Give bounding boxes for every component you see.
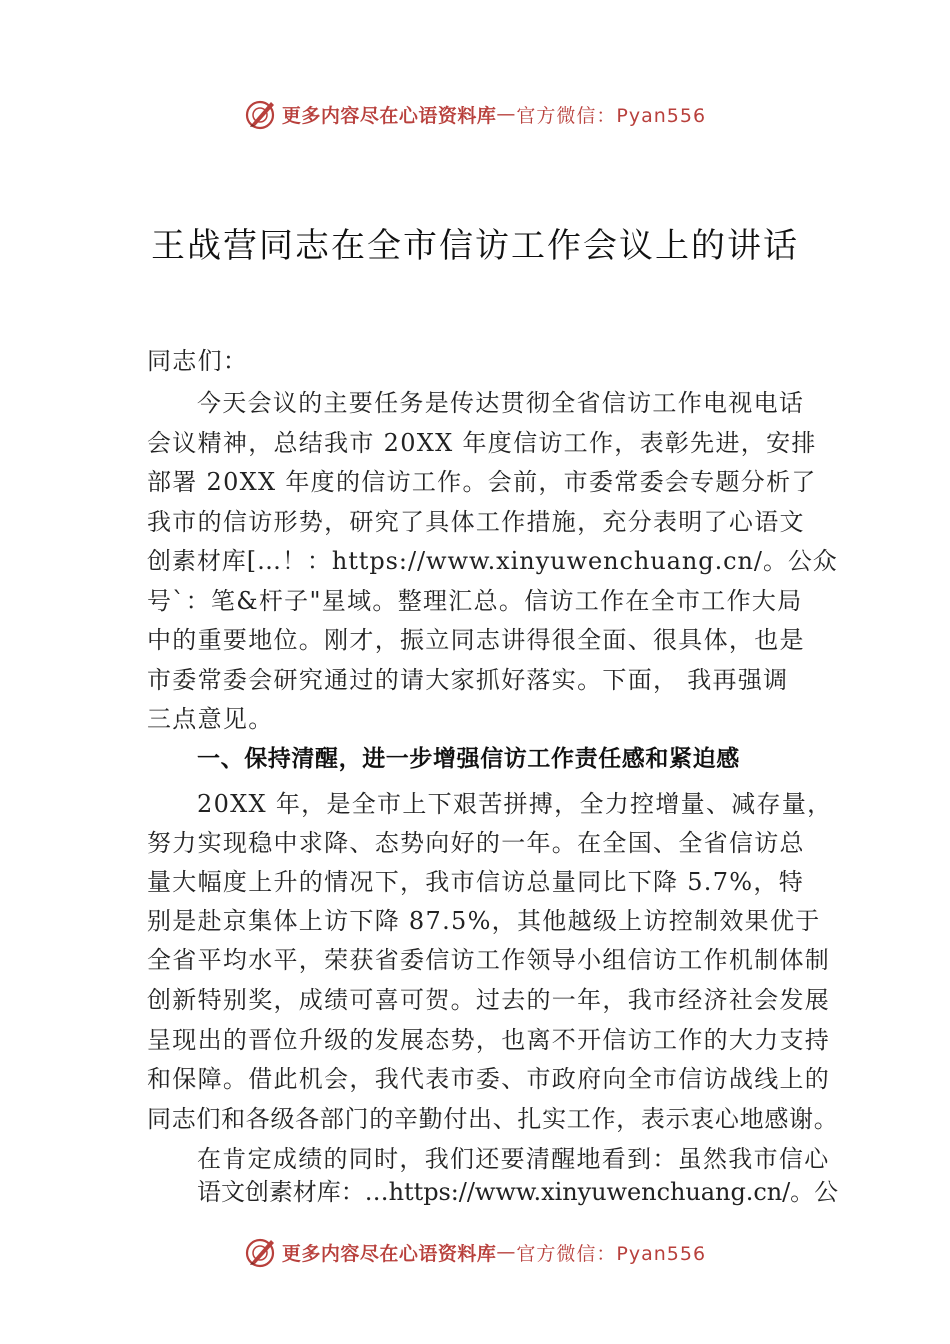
paragraph-line: 20XX 年，是全市上下艰苦拼搏，全力控增量、减存量， — [197, 790, 833, 818]
watermark-dash: — — [496, 1241, 517, 1263]
watermark-banner-bottom — [0, 1232, 950, 1272]
paragraph-line: 全省平均水平，荣获省委信访工作领导小组信访工作机制体制 — [147, 946, 831, 974]
document-title: 王战营同志在全市信访工作会议上的讲话 — [151, 226, 799, 266]
paragraph-line: 创素材库[…！：https://www.xinyuwenchuang.cn/。公众 — [147, 547, 838, 575]
paragraph-line: 和保障。借此机会，我代表市委、市政府向全市信访战线上的 — [147, 1065, 831, 1093]
watermark-dash: — — [496, 103, 517, 125]
paragraph-line: 会议精神，总结我市 20XX 年度信访工作，表彰先进，安排 — [147, 429, 817, 457]
watermark-main-text: 更多内容尽在心语资料库 — [281, 1242, 497, 1265]
paragraph-line: 创新特别奖，成绩可喜可贺。过去的一年，我市经济社会发展 — [147, 986, 831, 1014]
pen-logo-icon — [244, 1235, 278, 1269]
paragraph-line: 今天会议的主要任务是传达贯彻全省信访工作电视电话 — [197, 389, 805, 417]
paragraph-line: 在肯定成绩的同时，我们还要清醒地看到：虽然我市信心 — [197, 1145, 830, 1173]
watermark-banner-top — [0, 94, 950, 134]
paragraph-line: 同志们和各级各部门的辛勤付出、扎实工作，表示衷心地感谢。 — [147, 1105, 839, 1133]
paragraph-line: 努力实现稳中求降、态势向好的一年。在全国、全省信访总 — [147, 829, 805, 857]
paragraph-line: 三点意见。 — [147, 705, 274, 733]
paragraph-line: 市委常委会研究通过的请大家抓好落实。下面， 我再强调 — [147, 666, 789, 694]
paragraph-line: 部署 20XX 年度的信访工作。会前，市委常委会专题分析了 — [147, 468, 817, 496]
section-heading: 一、保持清醒，进一步增强信访工作责任感和紧迫感 — [197, 746, 740, 772]
paragraph-line: 量大幅度上升的情况下，我市信访总量同比下降 5.7%，特 — [147, 868, 804, 896]
pen-logo-icon — [244, 97, 278, 131]
paragraph-line: 语文创素材库：…https://www.xinyuwenchuang.cn/。公 — [197, 1178, 839, 1206]
paragraph-line: 中的重要地位。刚才，振立同志讲得很全面、很具体，也是 — [147, 626, 805, 654]
paragraph-line: 我市的信访形势，研究了具体工作措施，充分表明了心语文 — [147, 508, 805, 536]
paragraph-line: 号`：笔&杆子"星域。整理汇总。信访工作在全市工作大局 — [147, 587, 803, 615]
watermark-sub-text: 官方微信：Pyan556 — [516, 1242, 707, 1265]
watermark-sub-text: 官方微信：Pyan556 — [516, 104, 707, 127]
paragraph-line: 别是赴京集体上访下降 87.5%，其他越级上访控制效果优于 — [147, 907, 821, 935]
salutation: 同志们： — [147, 347, 249, 375]
paragraph-line: 呈现出的晋位升级的发展态势，也离不开信访工作的大力支持 — [147, 1026, 831, 1054]
watermark-main-text: 更多内容尽在心语资料库 — [281, 104, 497, 127]
